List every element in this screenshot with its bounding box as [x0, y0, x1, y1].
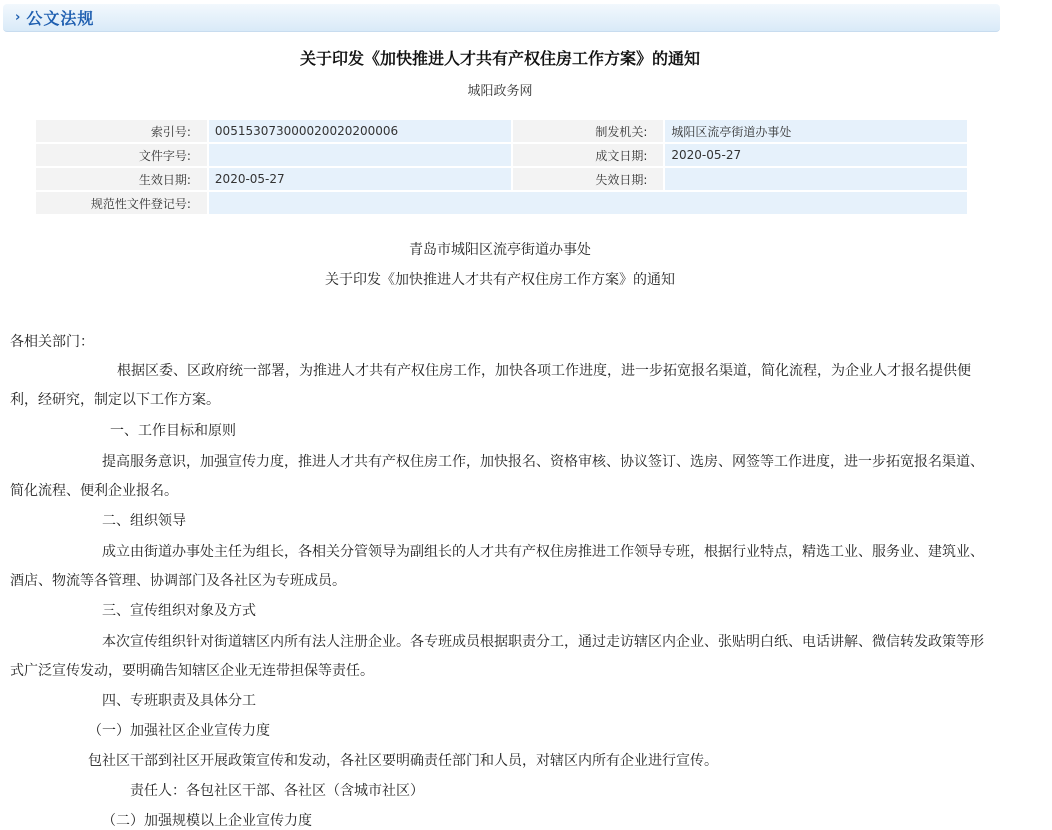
- section-4-sub-1-text: 包社区干部到社区开展政策宣传和发动，各社区要明确责任部门和人员，对辖区内所有企业进行宣传。: [88, 753, 718, 769]
- issuing-org: 青岛市城阳区流亭街道办事处: [409, 242, 591, 258]
- issuer-label: 制发机关:: [513, 120, 664, 142]
- effective-label: 生效日期:: [36, 168, 207, 190]
- section-4-sub-1: （一）加强社区企业宣传力度: [88, 723, 270, 739]
- section-title[interactable]: 公文法规: [26, 9, 95, 28]
- section-4-heading: 四、专班职责及具体分工: [102, 693, 256, 709]
- expire-label: 失效日期:: [513, 168, 664, 190]
- greeting: 各相关部门：: [10, 334, 94, 350]
- metadata-row: [36, 192, 967, 214]
- issuer-value: 城阳区流亭街道办事处: [665, 120, 967, 142]
- section-4-sub-1-responsible: 责任人：各包社区干部、各社区（含城市社区）: [130, 783, 424, 799]
- section-2-heading: 二、组织领导: [102, 513, 186, 529]
- section-3-heading: 三、宣传组织对象及方式: [102, 603, 256, 619]
- metadata-row: [36, 144, 967, 166]
- section-3-line-1: 本次宣传组织针对街道辖区内所有法人注册企业。各专班成员根据职责分工，通过走访辖区内企业、张贴明白纸、电话讲解、微信转发政策等形: [102, 634, 984, 650]
- index-value: 005153073000020020200006: [209, 120, 511, 142]
- section-header-bar: [3, 4, 1000, 32]
- section-2-line-1: 成立由街道办事处主任为组长，各相关分管领导为副组长的人才共有产权住房推进工作领导专班，根据行业特点，精选工业、服务业、建筑业、: [102, 544, 984, 560]
- effective-value: 2020-05-27: [209, 168, 511, 190]
- chevron-right-icon: ›: [15, 10, 21, 25]
- reg-value: [209, 192, 967, 214]
- reg-label: 规范性文件登记号:: [36, 192, 207, 214]
- date-value: 2020-05-27: [665, 144, 967, 166]
- intro-line-2: 利，经研究，制定以下工作方案。: [10, 392, 220, 408]
- doc-no-value: [209, 144, 511, 166]
- expire-value: [665, 168, 967, 190]
- metadata-row: [36, 120, 967, 142]
- section-3-line-2: 式广泛宣传发动，要明确告知辖区企业无连带担保等责任。: [10, 663, 374, 679]
- notice-subtitle: 关于印发《加快推进人才共有产权住房工作方案》的通知: [325, 272, 675, 288]
- doc-no-label: 文件字号:: [36, 144, 207, 166]
- section-1-heading: 一、工作目标和原则: [110, 423, 236, 439]
- section-4-sub-2: （二）加强规模以上企业宣传力度: [102, 813, 312, 829]
- date-label: 成文日期:: [513, 144, 664, 166]
- section-1-line-1: 提高服务意识，加强宣传力度，推进人才共有产权住房工作，加快报名、资格审核、协议签订、选房、网签等工作进度，进一步拓宽报名渠道、: [102, 454, 984, 470]
- section-2-line-2: 酒店、物流等各管理、协调部门及各社区为专班成员。: [10, 573, 346, 589]
- document-title: 关于印发《加快推进人才共有产权住房工作方案》的通知: [299, 49, 700, 68]
- index-label: 索引号:: [36, 120, 207, 142]
- document-source: 城阳政务网: [467, 84, 533, 99]
- metadata-row: [36, 168, 967, 190]
- intro-line-1: 根据区委、区政府统一部署，为推进人才共有产权住房工作，加快各项工作进度，进一步拓宽报名渠道，简化流程，为企业人才报名提供便: [117, 363, 971, 379]
- section-1-line-2: 简化流程、便利企业报名。: [10, 483, 178, 499]
- metadata-table: [34, 118, 969, 216]
